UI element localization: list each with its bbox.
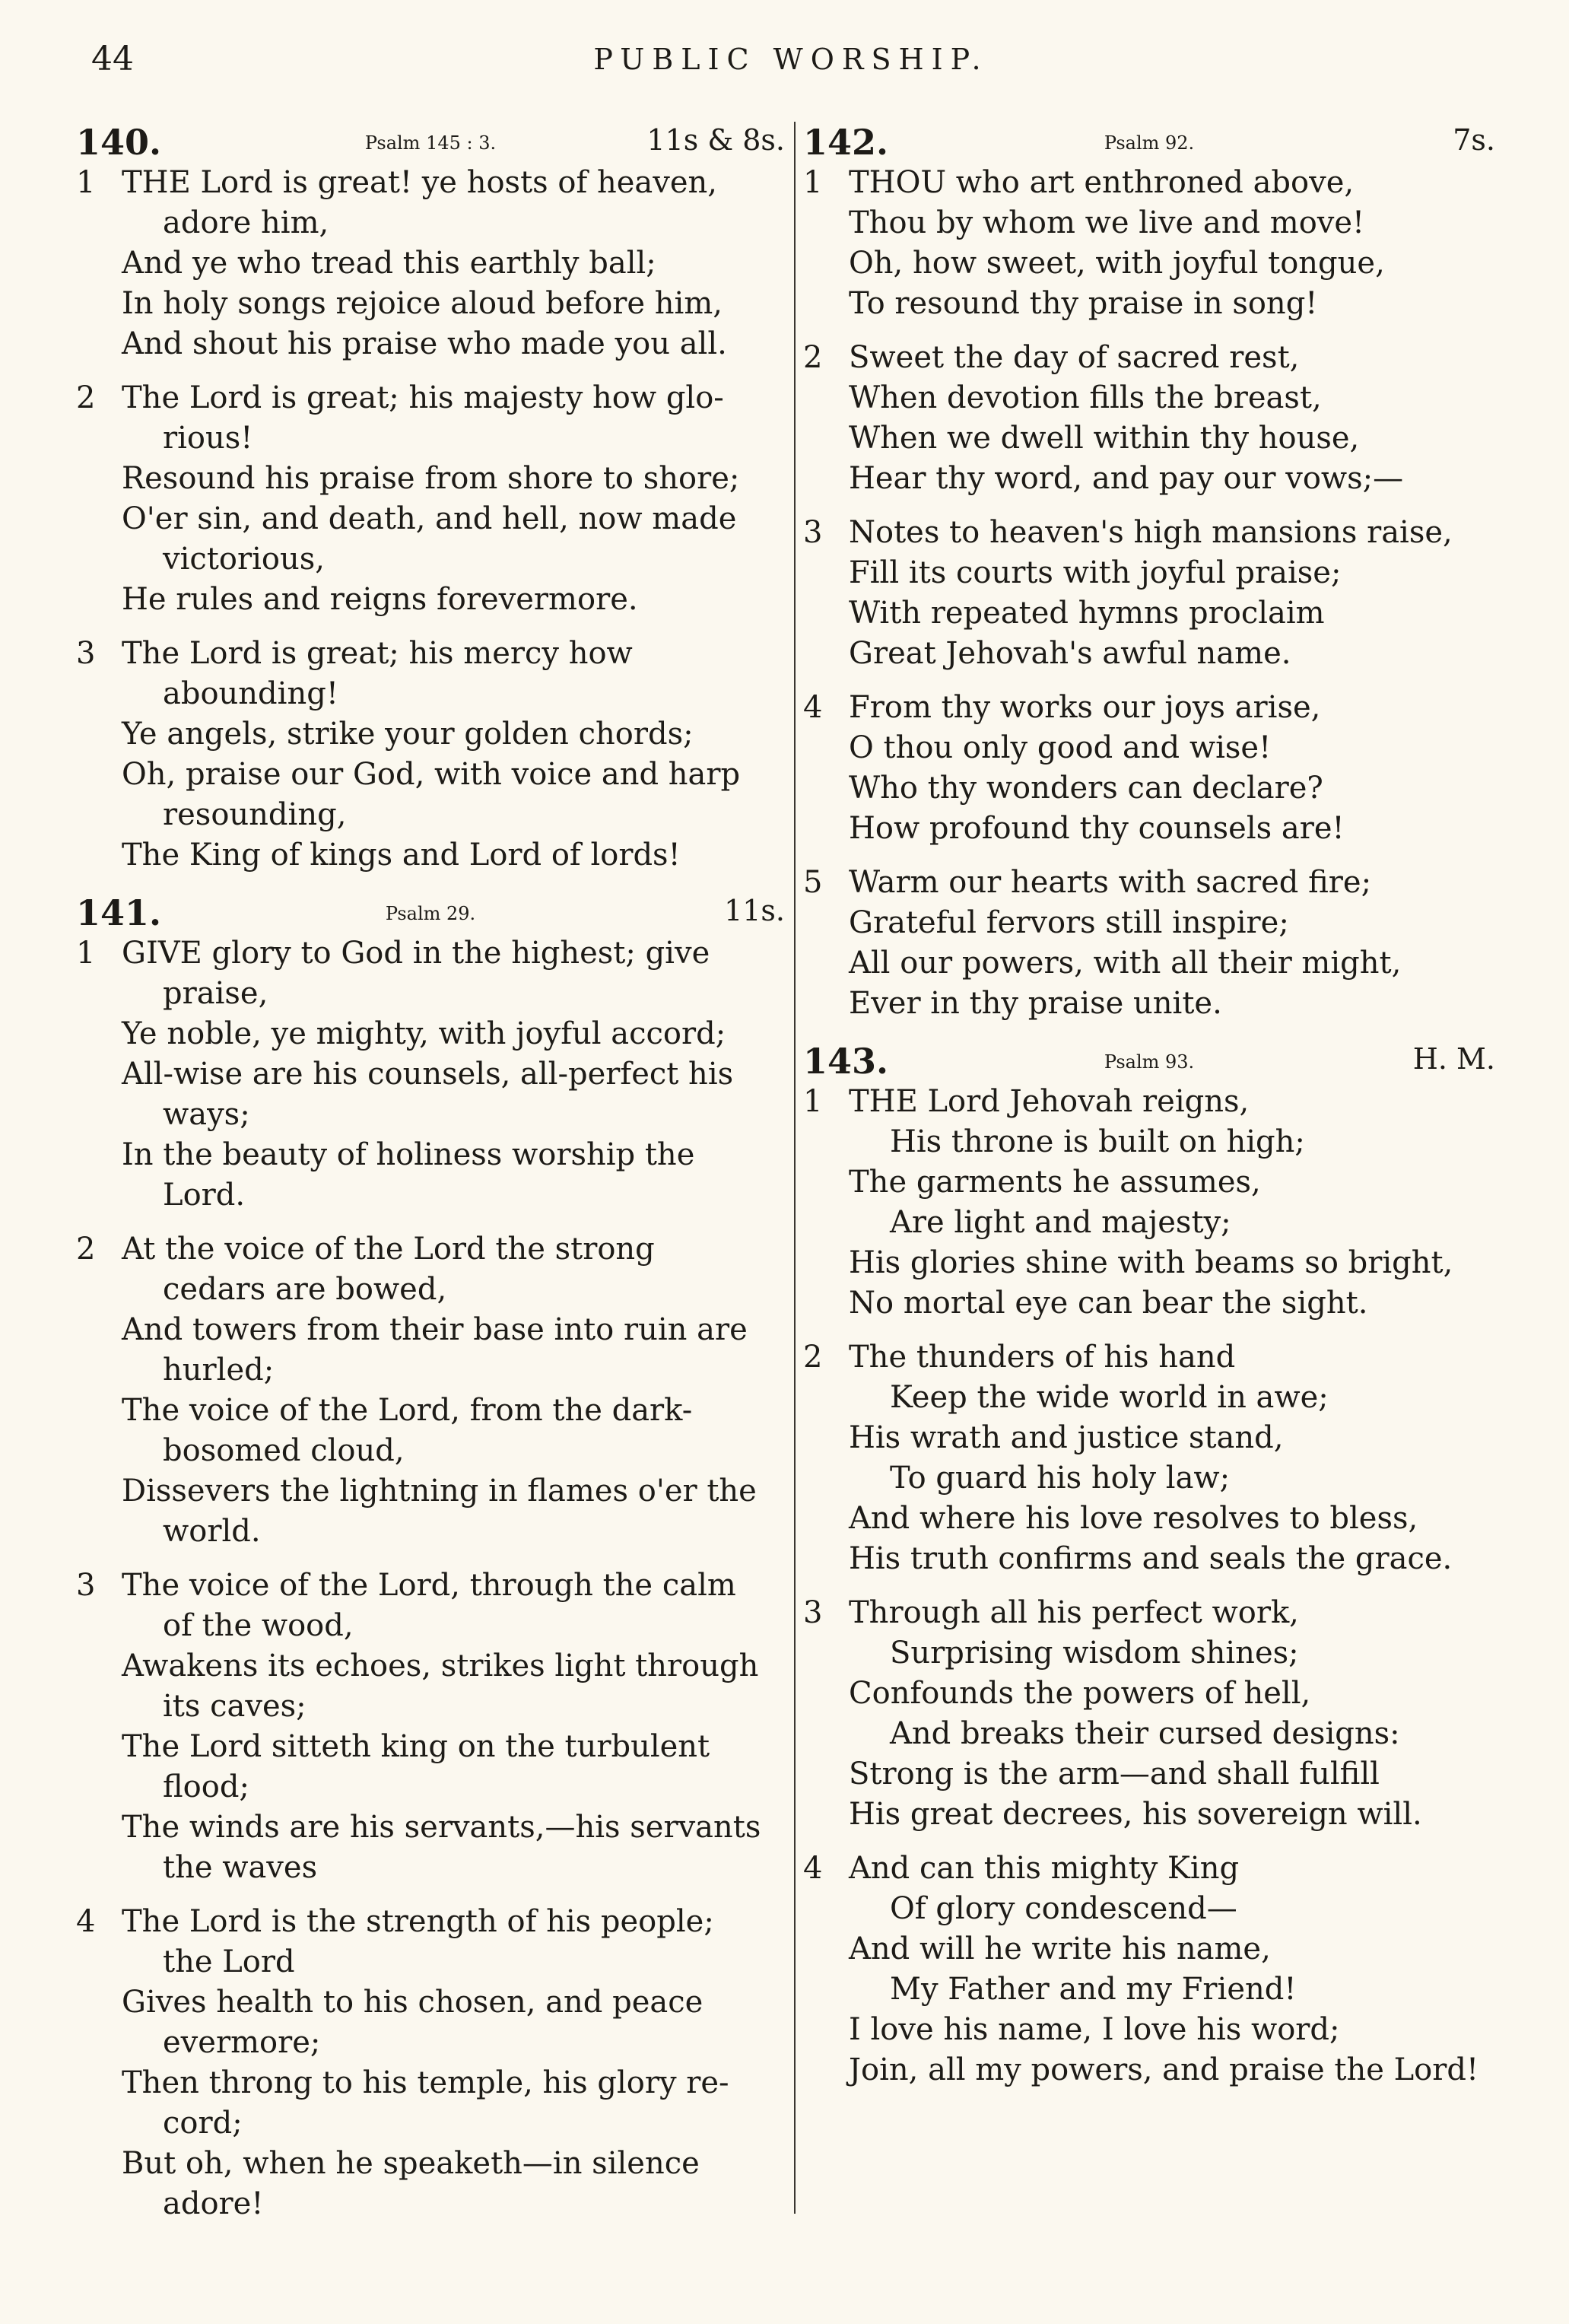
hymn-meter: 11s.: [724, 894, 785, 927]
verse-line: Confounds the powers of hell,: [849, 1676, 1311, 1711]
page-title: PUBLIC WORSHIP.: [593, 43, 989, 76]
verse-line: Sweet the day of sacred rest,: [849, 340, 1300, 375]
verse-line: THOU who art enthroned above,: [849, 165, 1355, 200]
verse-line: The Lord is great; his majesty how glo-: [122, 380, 724, 415]
verse-line: How profound thy counsels are!: [849, 811, 1345, 846]
verse-line: And ye who tread this earthly ball;: [122, 246, 656, 281]
hymn-header: [803, 122, 1495, 163]
verse-line: The Lord is great; his mercy how: [122, 636, 633, 671]
verse-line: Lord.: [163, 1178, 246, 1213]
verse-line: Join, all my powers, and praise the Lord!: [849, 2052, 1479, 2087]
stanza: [803, 1849, 1495, 2090]
stanza: [803, 1593, 1495, 1835]
verse-line: At the voice of the Lord the strong: [122, 1232, 655, 1267]
psalm-reference: Psalm 92.: [1104, 132, 1195, 154]
verse-line: All-wise are his counsels, all-perfect his: [122, 1057, 734, 1092]
stanza: [76, 163, 785, 364]
verse-line: Gives health to his chosen, and peace: [122, 1985, 704, 2020]
page-number: 44: [91, 40, 134, 78]
hymn-number: 141.: [76, 892, 162, 933]
stanza: [803, 688, 1495, 849]
stanza-number: 3: [76, 1568, 96, 1603]
verse-line: The winds are his servants,—his servants: [122, 1810, 761, 1845]
verse-line: cord;: [163, 2106, 243, 2141]
hymn-header: [76, 122, 785, 163]
verse-line: Grateful fervors still inspire;: [849, 905, 1289, 940]
verse-line: abounding!: [163, 676, 338, 711]
verse-line: Ever in thy praise unite.: [849, 986, 1222, 1021]
verse-line: Hear thy word, and pay our vows;—: [849, 461, 1404, 496]
stanza-number: 2: [803, 340, 823, 375]
verse-line: bosomed cloud,: [163, 1433, 405, 1468]
verse-line: rious!: [163, 421, 253, 456]
verse-line: adore!: [163, 2186, 264, 2221]
verse-line: The Lord sitteth king on the turbulent: [122, 1729, 710, 1764]
verse-line: In holy songs rejoice aloud before him,: [122, 286, 723, 321]
verse-line: His throne is built on high;: [890, 1124, 1305, 1159]
verse-line: resounding,: [163, 797, 347, 832]
verse-line: Strong is the arm—and shall fulfill: [849, 1757, 1380, 1791]
stanza: [76, 933, 785, 1216]
verse-line: The Lord is the strength of his people;: [122, 1904, 714, 1939]
verse-line: He rules and reigns forevermore.: [122, 582, 638, 617]
verse-line: I love his name, I love his word;: [849, 2012, 1340, 2047]
verse-line: THE Lord is great! ye hosts of heaven,: [122, 165, 718, 200]
verse-line: The garments he assumes,: [849, 1165, 1261, 1200]
hymn-number: 142.: [803, 122, 889, 163]
stanza: [76, 378, 785, 620]
stanza: [76, 1229, 785, 1552]
stanza-number: 3: [803, 515, 823, 550]
hymn-number: 143.: [803, 1041, 889, 1082]
hymn-header: [76, 892, 785, 933]
verse-line: And will he write his name,: [849, 1931, 1271, 1966]
verse-line: Thou by whom we live and move!: [849, 205, 1365, 240]
verse-line: The thunders of his hand: [849, 1340, 1236, 1375]
verse-line: Notes to heaven's high mansions raise,: [849, 515, 1453, 550]
hymn: [803, 1041, 1495, 2090]
verse-line: With repeated hymns proclaim: [849, 596, 1325, 631]
stanza-number: 2: [76, 380, 96, 415]
verse-line: My Father and my Friend!: [890, 1972, 1297, 2007]
verse-line: adore him,: [163, 205, 329, 240]
stanza-number: 1: [76, 165, 96, 200]
verse-line: praise,: [163, 976, 268, 1011]
verse-line: of the wood,: [163, 1608, 354, 1643]
verse-line: Who thy wonders can declare?: [849, 771, 1323, 806]
stanza-number: 4: [76, 1904, 96, 1939]
verse-line: O thou only good and wise!: [849, 730, 1272, 765]
psalm-reference: Psalm 145 : 3.: [364, 132, 497, 154]
stanza: [76, 1902, 785, 2224]
hymn: [76, 122, 785, 876]
verse-line: His wrath and justice stand,: [849, 1420, 1284, 1455]
verse-line: Resound his praise from shore to shore;: [122, 461, 740, 496]
verse-line: Dissevers the lightning in flames o'er the: [122, 1474, 757, 1509]
stanza-number: 4: [803, 1851, 823, 1886]
verse-line: His great decrees, his sovereign will.: [849, 1797, 1422, 1832]
hymn: [803, 122, 1495, 1024]
stanza-number: 2: [76, 1232, 96, 1267]
psalm-reference: Psalm 29.: [385, 903, 476, 924]
verse-line: Are light and majesty;: [890, 1205, 1231, 1240]
verse-line: victorious,: [163, 542, 325, 577]
hymn-number: 140.: [76, 122, 162, 163]
hymn-header: [803, 1041, 1495, 1082]
verse-line: Warm our hearts with sacred fire;: [849, 865, 1372, 900]
hymn: [76, 892, 785, 2224]
verse-line: GIVE glory to God in the highest; give: [122, 936, 710, 971]
stanza-number: 3: [803, 1595, 823, 1630]
verse-line: ways;: [163, 1097, 250, 1132]
verse-line: All our powers, with all their might,: [849, 946, 1402, 981]
stanza: [803, 863, 1495, 1024]
left-column: [76, 122, 785, 2241]
verse-line: In the beauty of holiness worship the: [122, 1137, 695, 1172]
verse-line: Keep the wide world in awe;: [890, 1380, 1329, 1415]
running-head: [91, 40, 1491, 85]
verse-line: the waves: [163, 1850, 318, 1885]
stanza-number: 1: [803, 165, 823, 200]
stanza: [803, 513, 1495, 674]
stanza: [803, 163, 1495, 324]
verse-line: And where his love resolves to bless,: [849, 1501, 1418, 1536]
verse-line: Of glory condescend—: [890, 1891, 1237, 1926]
stanza: [803, 1082, 1495, 1324]
verse-line: cedars are bowed,: [163, 1272, 447, 1307]
verse-line: And can this mighty King: [849, 1851, 1240, 1886]
verse-line: Oh, how sweet, with joyful tongue,: [849, 246, 1385, 281]
stanza: [76, 1566, 785, 1888]
verse-line: Great Jehovah's awful name.: [849, 636, 1291, 671]
verse-line: The King of kings and Lord of lords!: [122, 838, 681, 873]
verse-line: hurled;: [163, 1353, 275, 1388]
hymn-meter: H. M.: [1412, 1042, 1495, 1076]
verse-line: flood;: [163, 1769, 249, 1804]
stanza-number: 1: [76, 936, 96, 971]
verse-line: THE Lord Jehovah reigns,: [849, 1084, 1250, 1119]
stanza: [803, 1337, 1495, 1579]
verse-line: evermore;: [163, 2025, 321, 2060]
verse-line: And towers from their base into ruin are: [122, 1312, 748, 1347]
verse-line: No mortal eye can bear the sight.: [849, 1286, 1368, 1321]
verse-line: And shout his praise who made you all.: [122, 326, 727, 361]
verse-line: Surprising wisdom shines;: [890, 1636, 1299, 1671]
stanza-number: 5: [803, 865, 823, 900]
verse-line: When we dwell within thy house,: [849, 421, 1360, 456]
verse-line: O'er sin, and death, and hell, now made: [122, 501, 737, 536]
verse-line: His truth confirms and seals the grace.: [849, 1541, 1453, 1576]
verse-line: Fill its courts with joyful praise;: [849, 555, 1342, 590]
verse-line: From thy works our joys arise,: [849, 690, 1321, 725]
verse-line: His glories shine with beams so bright,: [849, 1245, 1453, 1280]
verse-line: world.: [163, 1514, 261, 1549]
verse-line: The voice of the Lord, through the calm: [122, 1568, 736, 1603]
verse-line: Awakens its echoes, strikes light through: [122, 1648, 759, 1683]
column-divider: [794, 122, 796, 2214]
stanza: [76, 634, 785, 876]
stanza-number: 4: [803, 690, 823, 725]
verse-line: the Lord: [163, 1944, 295, 1979]
verse-line: When devotion fills the breast,: [849, 380, 1322, 415]
verse-line: its caves;: [163, 1689, 306, 1724]
verse-line: The voice of the Lord, from the dark-: [122, 1393, 693, 1428]
verse-line: To guard his holy law;: [890, 1461, 1231, 1496]
verse-line: Through all his perfect work,: [849, 1595, 1299, 1630]
verse-line: Ye angels, strike your golden chords;: [122, 717, 694, 752]
verse-line: But oh, when he speaketh—in silence: [122, 2146, 700, 2181]
hymn-meter: 11s & 8s.: [646, 123, 785, 157]
verse-line: And breaks their cursed designs:: [890, 1716, 1400, 1751]
stanza-number: 2: [803, 1340, 823, 1375]
stanza: [803, 338, 1495, 499]
verse-line: Ye noble, ye mighty, with joyful accord;: [122, 1016, 726, 1051]
stanza-number: 3: [76, 636, 96, 671]
stanza-number: 1: [803, 1084, 823, 1119]
right-column: [803, 122, 1495, 2107]
verse-line: Oh, praise our God, with voice and harp: [122, 757, 741, 792]
psalm-reference: Psalm 93.: [1104, 1051, 1195, 1073]
verse-line: To resound thy praise in song!: [849, 286, 1318, 321]
hymn-meter: 7s.: [1453, 123, 1495, 157]
verse-line: Then throng to his temple, his glory re-: [122, 2065, 729, 2100]
